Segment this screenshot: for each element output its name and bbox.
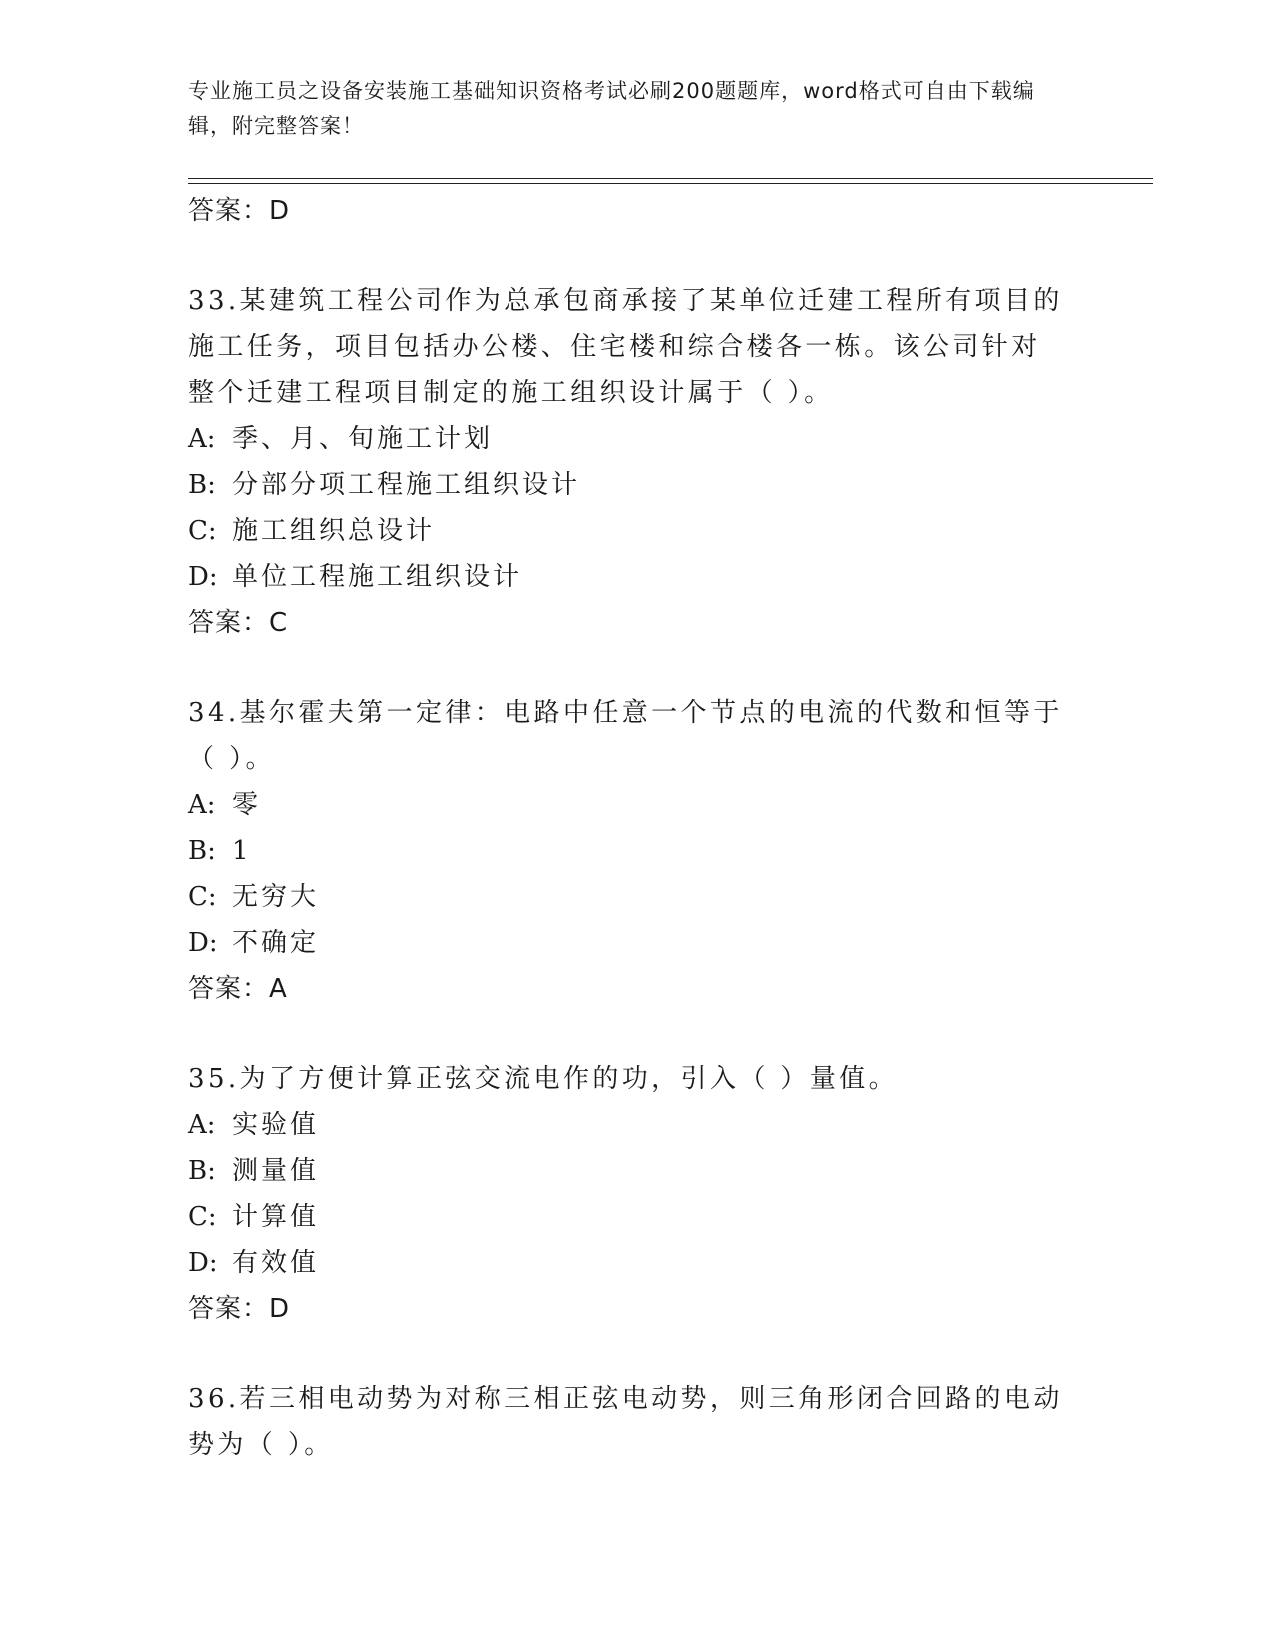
option-text: 单位工程施工组织设计 [232,562,523,592]
option-text: 1 [232,836,252,866]
option-text: 计算值 [232,1202,320,1232]
option-letter: B: [188,836,216,866]
option-letter: D: [188,928,218,958]
option-text: 季、月、旬施工计划 [232,424,494,454]
option-letter: C: [188,1202,217,1232]
document-header: 专业施工员之设备安装施工基础知识资格考试必刷200题题库，word格式可自由下载编辑，附完整答案！ [188,79,1035,138]
option-text: 不确定 [232,928,320,958]
option-text: 测量值 [232,1156,320,1186]
answer-option [188,874,1088,920]
answer-option [188,554,1088,600]
option-text: 有效值 [232,1248,320,1278]
spacer [188,1332,1088,1376]
answer-option [188,462,1088,508]
answer-option [188,920,1088,966]
answer-line: 答案：D [188,196,291,226]
option-letter: A: [188,424,216,454]
header-rule-thick [188,178,1153,179]
answer-option [188,1240,1088,1286]
option-text: 分部分项工程施工组织设计 [232,470,581,500]
question-stem: 33.某建筑工程公司作为总承包商承接了某单位迁建工程所有项目的施工任务，项目包括办公楼、住宅楼和综合楼各一栋。该公司针对整个迁建工程项目制定的施工组织设计属于（ ）。 [188,286,1063,408]
option-letter: B: [188,1156,216,1186]
option-text: 实验值 [232,1110,320,1140]
answer-line: 答案：A [188,974,288,1004]
question-stem: 35.为了方便计算正弦交流电作的功，引入（ ）量值。 [188,1064,899,1094]
option-text: 无穷大 [232,882,320,912]
question-stem: 36.若三相电动势为对称三相正弦电动势，则三角形闭合回路的电动势为（ ）。 [188,1384,1063,1460]
answer-option [188,416,1088,462]
answer-option [188,782,1088,828]
option-letter: A: [188,1110,216,1140]
option-letter: D: [188,1248,218,1278]
option-text: 施工组织总设计 [232,516,436,546]
answer-line: 答案：C [188,608,289,638]
option-letter: D: [188,562,218,592]
option-letter: C: [188,516,217,546]
answer-option [188,508,1088,554]
header-rule-thin [188,183,1153,184]
option-letter: B: [188,470,216,500]
spacer [188,234,1088,278]
spacer [188,646,1088,690]
spacer [188,1012,1088,1056]
question-stem: 34.基尔霍夫第一定律：电路中任意一个节点的电流的代数和恒等于（ ）。 [188,698,1063,774]
option-text: 零 [232,790,262,820]
answer-option [188,1194,1088,1240]
answer-option [188,1102,1088,1148]
question-list [188,188,1088,1468]
option-letter: C: [188,882,217,912]
answer-option [188,1148,1088,1194]
option-letter: A: [188,790,216,820]
answer-option [188,828,1088,874]
answer-line: 答案：D [188,1294,291,1324]
